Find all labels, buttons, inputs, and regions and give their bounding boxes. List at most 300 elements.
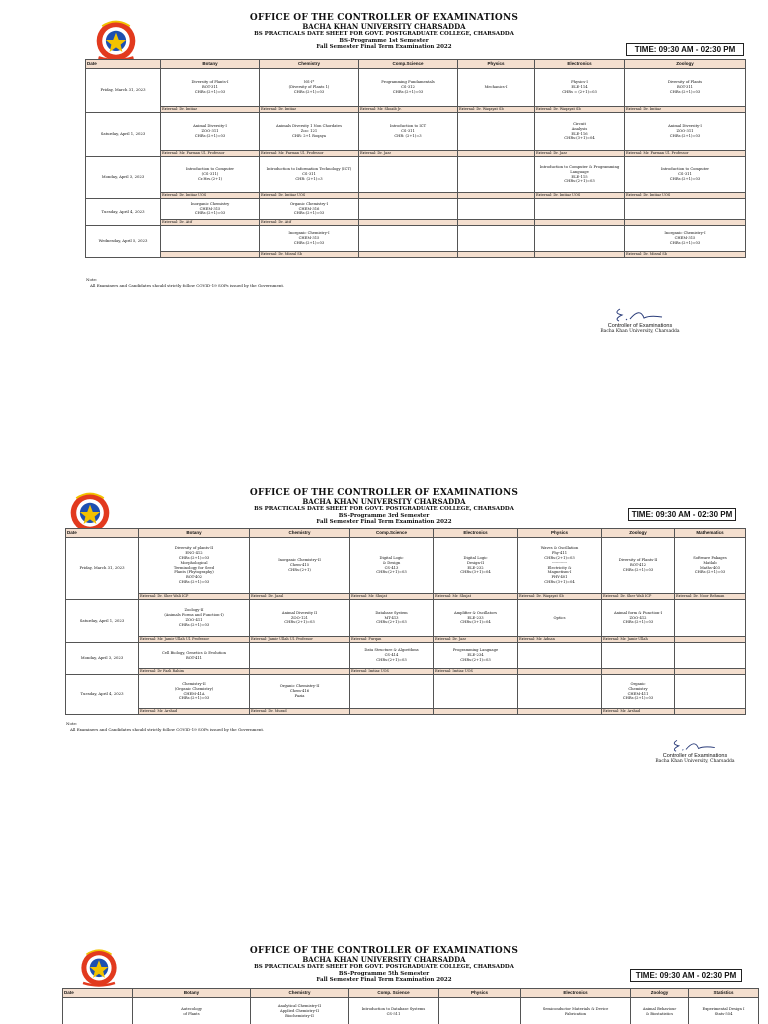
- course-line: NS-I*: [303, 80, 315, 85]
- course-cell: [260, 226, 359, 252]
- course-line: Digital Logic: [379, 555, 404, 560]
- date-cell: Saturday, April 1, 2023: [66, 600, 139, 643]
- course-cell: [139, 643, 250, 669]
- time-box: TIME: 09:30 AM - 02:30 PM: [626, 43, 744, 56]
- course-cell: [359, 69, 458, 107]
- column-header: Statistics: [689, 989, 759, 998]
- course-line: CHRs:(2+1)=03: [284, 620, 315, 625]
- table-row: [66, 538, 746, 594]
- table-row: [86, 113, 746, 151]
- course-cell: [251, 998, 349, 1024]
- course-cell: [625, 113, 746, 151]
- course-line: CHRs:(2+1)=03: [376, 570, 407, 575]
- examiner-cell: External: Dr. Murad: [250, 709, 350, 715]
- course-cell: [133, 998, 251, 1024]
- course-cell: [535, 226, 625, 252]
- course-cell: [675, 643, 746, 669]
- office-title: OFFICE OF THE CONTROLLER OF EXAMINATIONS: [249, 946, 519, 956]
- course-line: Inorganic Chemistry-II: [278, 558, 321, 563]
- course-line: BOT-402: [185, 575, 203, 580]
- course-line: Cell Biology, Genetics & Evolution: [161, 650, 227, 655]
- course-cell: [260, 69, 359, 107]
- datesheet-table-1: [85, 59, 746, 258]
- course-cell: [439, 998, 521, 1024]
- datesheet-table-2: [65, 528, 746, 715]
- date-cell: Tuesday, April 4, 2023: [66, 675, 139, 715]
- examiner-cell: External: Dr. Imtiaz: [161, 107, 260, 113]
- course-line: ELE-233: [467, 615, 484, 620]
- course-line: Amplifier & Oscillators: [454, 610, 497, 615]
- course-line: Language: [570, 169, 589, 174]
- course-cell: [359, 199, 458, 220]
- course-line: CHRs:(2+1)=03: [460, 657, 491, 662]
- course-cell: [139, 538, 250, 594]
- column-header: Botany: [161, 60, 260, 69]
- course-cell: [359, 226, 458, 252]
- controller-signature: Controller of Examinations Bacha Khan University, Charsadda: [650, 735, 740, 764]
- course-line: Organic Chemistry-I: [289, 201, 329, 206]
- course-line: of Plants: [183, 1011, 200, 1016]
- course-line: BOT-411: [185, 655, 203, 660]
- examiner-cell: External: Dr. Waqayat Sb: [535, 107, 625, 113]
- course-line: Maths-403: [699, 565, 720, 570]
- course-line: Animal Diversity-I: [668, 124, 702, 129]
- course-cell: [434, 643, 518, 669]
- course-line: CS-414: [384, 653, 399, 658]
- course-line: BOT-412: [629, 563, 647, 568]
- course-cell: [631, 998, 689, 1024]
- course-line: CS-311: [302, 172, 316, 177]
- column-header: Electronics: [434, 529, 518, 538]
- column-header: Physics: [518, 529, 602, 538]
- table-row: [86, 69, 746, 107]
- examiner-cell: External: Mr. Arshad: [602, 709, 675, 715]
- date-cell: Monday, April 3, 2023: [66, 643, 139, 675]
- course-line: Chem-415: [289, 563, 310, 568]
- examiner-cell: External: Imtiaz UOS: [350, 669, 434, 675]
- time-box: TIME: 09:30 AM - 02:30 PM: [628, 508, 736, 521]
- course-line: Data Structure & Algorithms: [364, 648, 419, 653]
- course-line: CHEM-315: [674, 236, 696, 241]
- course-cell: [434, 538, 518, 594]
- table-row: [66, 643, 746, 669]
- examiner-cell: External: Mr. Farman Ul. Professor: [161, 151, 260, 157]
- course-cell: [625, 69, 746, 107]
- column-header: Mathematics: [675, 529, 746, 538]
- course-line: & Biostatistics: [645, 1011, 674, 1016]
- course-line: Circuit: [573, 121, 586, 126]
- examiner-cell: External: Dr. Waqayat Sb: [458, 107, 535, 113]
- course-line: Electricity &: [547, 565, 572, 570]
- course-line: Zoology-II: [184, 608, 204, 613]
- column-header: Physics: [439, 989, 521, 998]
- course-line: (Animals Forms and Function-I): [164, 613, 224, 618]
- course-cell: [602, 675, 675, 709]
- course-line: CHRs:(3+1)=04: [460, 570, 491, 575]
- course-line: CHRs:(2+1)=03: [669, 240, 701, 245]
- examiner-cell: External: Dr. Sher Wali ICP: [139, 594, 250, 600]
- signature-scrawl: [610, 303, 670, 323]
- examiner-cell: External: Dr. Imtiaz UOS: [161, 193, 260, 199]
- course-line: Diversity of plants-II: [174, 546, 214, 551]
- column-header: Zoology: [602, 529, 675, 538]
- examiner-cell: External: Dr. Jazal: [250, 594, 350, 600]
- column-header: Date: [86, 60, 161, 69]
- examiner-cell: External: Dr. Jazz: [535, 151, 625, 157]
- course-line: Software Pakages: [693, 555, 727, 560]
- course-line: CHRs:(2+1)=03: [544, 555, 575, 560]
- course-line: Waves & Oscillation: [540, 546, 579, 551]
- course-cell: [139, 675, 250, 709]
- course-cell: [350, 643, 434, 669]
- course-line: CHRs:(2+1)=03: [178, 696, 210, 701]
- course-cell: [260, 199, 359, 220]
- course-line: CS-511: [386, 1011, 401, 1016]
- exam-title: Fall Semester Final Term Examination 2022: [316, 44, 452, 51]
- course-line: CHRs:(2+1)=03: [178, 622, 210, 627]
- column-header: Electronics: [535, 60, 625, 69]
- course-cell: [458, 113, 535, 151]
- course-line: BOT-311: [676, 85, 694, 90]
- course-line: CS-311: [401, 129, 415, 134]
- course-line: (Diversity of Plants 1): [288, 85, 330, 90]
- course-line: ENG-412: [185, 551, 203, 556]
- course-line: Inorganic Chemistry: [190, 201, 230, 206]
- course-line: Chemistry: [628, 686, 648, 691]
- course-cell: [675, 600, 746, 637]
- controller-signature: Controller of Examinations Bacha Khan University, Charsadda: [590, 303, 690, 334]
- course-line: Chem-416: [289, 689, 310, 694]
- course-cell: [518, 600, 602, 637]
- examiner-cell: External: Mr. Arshad: [139, 709, 250, 715]
- course-line: CHRs:(2+1)=03: [564, 179, 595, 184]
- course-line: Analytical Chemistry-II: [277, 1004, 322, 1009]
- course-line: CHRs:(2+1)=03: [622, 620, 654, 625]
- course-cell: [458, 69, 535, 107]
- course-cell: [521, 998, 631, 1024]
- course-line: CHRs:(2+1)=03: [194, 89, 226, 94]
- course-line: CHRs:(2+1)=03: [669, 89, 701, 94]
- column-header: Electronics: [521, 989, 631, 998]
- course-line: Animal form & Function-I: [613, 610, 663, 615]
- examiner-cell: External: Dr. Imtiaz: [260, 107, 359, 113]
- course-line: Introduction to Computer: [185, 167, 235, 172]
- course-cell: [689, 998, 759, 1024]
- course-line: Diversity of Plants-II: [618, 558, 658, 563]
- course-line: CHRs:(2+1)=03: [194, 211, 226, 216]
- course-cell: [260, 113, 359, 151]
- course-cell: [139, 600, 250, 637]
- table-row: [86, 157, 746, 193]
- course-line: Morphological: [180, 560, 208, 565]
- course-line: CHRs:(2+1)=03: [669, 133, 701, 138]
- course-line: CHRs:(2+1)=03: [194, 133, 226, 138]
- course-line: Magnetism-I: [547, 570, 572, 575]
- course-cell: [518, 643, 602, 669]
- course-line: CHRs:(2+1)=03: [622, 696, 654, 701]
- course-line: Diversity of Plants: [667, 80, 703, 85]
- date-cell: Friday, March 31, 2023: [86, 69, 161, 113]
- time-box: TIME: 09:30 AM - 02:30 PM: [630, 969, 742, 982]
- examiner-cell: External: Dr. Jazz: [434, 637, 518, 643]
- course-line: Zoo: 121: [300, 129, 318, 134]
- course-line: CHRs:(2+1)=03: [669, 176, 701, 181]
- course-line: Fazia: [294, 693, 305, 698]
- course-line: CHRs:(2+1): [288, 567, 311, 572]
- course-cell: [250, 538, 350, 594]
- course-line: Introduction to Database Systems: [361, 1006, 426, 1011]
- column-header: Botany: [139, 529, 250, 538]
- course-cell: [625, 199, 746, 220]
- course-line: CHEM-315: [199, 206, 221, 211]
- course-cell: [161, 226, 260, 252]
- examiner-cell: [458, 252, 535, 258]
- course-cell: [602, 538, 675, 594]
- course-line: CHEM-315: [298, 236, 320, 241]
- university-name: BACHA KHAN UNIVERSITY CHARSADDA: [302, 22, 466, 32]
- examiner-cell: External: Dr. Atif: [161, 220, 260, 226]
- course-line: Semiconductor Materials & Device: [542, 1006, 609, 1011]
- examiner-row: [66, 709, 746, 715]
- column-header: Comp.Science: [350, 529, 434, 538]
- course-line: ELE-114: [571, 85, 588, 90]
- examiner-cell: External: Mr. Adnan: [518, 637, 602, 643]
- course-cell: [161, 199, 260, 220]
- examiner-cell: [359, 252, 458, 258]
- course-cell: [349, 998, 439, 1024]
- course-cell: [250, 600, 350, 637]
- programme: BS-Programme 1st Semester: [339, 37, 429, 44]
- examiner-cell: [350, 709, 434, 715]
- course-line: Database System: [375, 610, 408, 615]
- course-line: ZOO-411: [185, 618, 203, 622]
- course-cell: [535, 113, 625, 151]
- column-header: Chemistry: [250, 529, 350, 538]
- course-line: Experimental Design I: [702, 1006, 745, 1011]
- course-line: Introduction to Computer & Programming: [539, 164, 620, 169]
- examiner-cell: [675, 709, 746, 715]
- datesheet-table-3: [62, 988, 759, 1024]
- course-line: CHEM-41A: [183, 691, 205, 696]
- course-line: ELE-234: [467, 653, 484, 658]
- course-line: Animal Diversity II: [281, 610, 318, 615]
- course-line: CS-311: [678, 172, 692, 177]
- course-line: CHRs:(2+1)=03: [376, 657, 407, 662]
- course-line: Phy-411: [551, 551, 568, 556]
- examiner-cell: External: Jamir Ullah Ul. Professor: [250, 637, 350, 643]
- course-line: ELE-116: [571, 131, 588, 136]
- course-line: Matlab: [703, 560, 717, 565]
- course-line: CHRs:(2+1)=03: [376, 620, 407, 625]
- course-line: Design-II: [466, 560, 485, 565]
- course-line: Cr.Hrs.(2+1): [197, 176, 223, 181]
- sheet-title: BS PRACTICALS DATE SHEET FOR GOVT. POSTGRADUATE COLLEGE, CHARSADDA: [254, 964, 514, 971]
- course-cell: [434, 675, 518, 709]
- examiner-cell: External: Mr. Farman Ul. Professor: [625, 151, 746, 157]
- course-cell: [458, 199, 535, 220]
- course-line: CHR: (2+1)=3: [295, 176, 323, 181]
- course-line: BOT-311: [201, 85, 219, 90]
- course-cell: [359, 157, 458, 193]
- course-cell: [434, 600, 518, 637]
- examiner-cell: External: Dr. Jazz: [359, 151, 458, 157]
- course-line: (CS-311): [201, 172, 219, 177]
- examiner-cell: [518, 709, 602, 715]
- examiner-cell: External: Dr. Sher Wali ICP: [602, 594, 675, 600]
- column-header: Chemistry: [251, 989, 349, 998]
- course-line: Terminology for Seed: [173, 565, 215, 570]
- course-line: Applied Chemistry-II: [280, 1009, 319, 1014]
- course-line: Autecology: [181, 1006, 202, 1011]
- course-line: CHRs:(3+1)=04: [564, 136, 595, 141]
- course-cell: [350, 675, 434, 709]
- course-line: Biochemistry-II: [285, 1013, 314, 1018]
- course-cell: [350, 600, 434, 637]
- table-row: [66, 600, 746, 637]
- exam-title: Fall Semester Final Term Examination 2022: [316, 977, 452, 984]
- course-line: CHRs:(2+1)=03: [178, 555, 210, 560]
- examiner-cell: External: Dr. Imtiaz UOS: [625, 193, 746, 199]
- course-cell: [675, 675, 746, 709]
- course-line: Animals Diversity 1 Non Chordates: [276, 124, 342, 129]
- examiner-cell: External: Mr. Farman Ul. Professor: [260, 151, 359, 157]
- course-cell: [250, 643, 350, 669]
- course-line: Organic: [630, 681, 646, 686]
- course-cell: [518, 675, 602, 709]
- examiner-cell: External: Imtiaz UOS: [434, 669, 518, 675]
- course-cell: [535, 157, 625, 193]
- university-name: BACHA KHAN UNIVERSITY CHARSADDA: [302, 497, 466, 507]
- examiner-row: [86, 252, 746, 258]
- course-line: CHRs:(2+1)=03: [178, 579, 210, 584]
- course-line: CHRs:(2+1)=03: [622, 567, 654, 572]
- examiner-cell: External: Dr. Mirzal Sb: [625, 252, 746, 258]
- examiner-cell: [161, 252, 260, 258]
- course-line: Introduction to ICT: [389, 124, 427, 129]
- exam-title: Fall Semester Final Term Examination 2022: [316, 519, 452, 526]
- examiner-cell: [535, 252, 625, 258]
- signature-scrawl: [667, 735, 723, 753]
- course-cell: [458, 157, 535, 193]
- course-line: Analysis: [571, 126, 588, 131]
- column-header: Physics: [458, 60, 535, 69]
- course-line: Stats-554: [714, 1011, 733, 1016]
- column-header: Zoology: [631, 989, 689, 998]
- date-cell: Monday, April 3, 2023: [86, 157, 161, 199]
- course-cell: [260, 157, 359, 193]
- note: Note: All Examiners and Candidates should strictly follow COVID-19 SOPs issued by the Government.: [66, 721, 265, 732]
- date-cell: Saturday, April 1, 2023: [86, 113, 161, 157]
- course-cell: [161, 113, 260, 151]
- course-line: Plants (Phytography): [174, 570, 214, 575]
- column-header: Date: [63, 989, 133, 998]
- office-title: OFFICE OF THE CONTROLLER OF EXAMINATIONS: [249, 488, 519, 498]
- examiner-cell: External: Mr. Shujat: [434, 594, 518, 600]
- course-line: ZOO-412: [629, 615, 647, 620]
- examiner-cell: External: Dr. Waqayat Sb: [518, 594, 602, 600]
- sheet-title: BS PRACTICALS DATE SHEET FOR GOVT. POSTGRADUATE COLLEGE, CHARSADDA: [254, 506, 514, 513]
- course-line: Introduction to Information Technology (ICT): [266, 167, 352, 172]
- examiner-cell: External: Dr. Imtiaz: [625, 107, 746, 113]
- table-row: [86, 226, 746, 252]
- programme: BS-Programme 5th Semester: [338, 970, 430, 977]
- examiner-cell: External: Dr. Atif: [260, 220, 359, 226]
- office-title: OFFICE OF THE CONTROLLER OF EXAMINATIONS: [249, 13, 519, 23]
- course-cell: [675, 538, 746, 594]
- course-cell: [535, 199, 625, 220]
- examiner-cell: External: Dr Fazli Rahim: [139, 669, 250, 675]
- course-line: Programming Fundamentals: [381, 80, 435, 85]
- date-cell: Friday, March 31, 2023: [66, 538, 139, 600]
- course-line: CHEM-316: [298, 206, 320, 211]
- course-line: Diversity of Plants-I: [191, 80, 229, 85]
- course-line: Inorganic Chemistry-I: [664, 231, 706, 236]
- course-cell: [602, 643, 675, 669]
- examiner-cell: External: Mr. Jamir Ullah Ul. Professor: [139, 637, 250, 643]
- examiner-cell: External: Dr. Noor Rehman: [675, 594, 746, 600]
- course-line: Optics: [553, 615, 566, 620]
- table-header-row: [86, 60, 746, 69]
- course-line: Physics-I: [571, 80, 588, 85]
- course-line: Digital Logic: [463, 555, 488, 560]
- course-line: CHR: 2+1 Roqaya: [291, 133, 327, 138]
- course-cell: [250, 675, 350, 709]
- course-line: Inorganic Chemistry-I: [288, 231, 330, 236]
- course-line: CHRs:(3+1)=04: [460, 620, 491, 625]
- course-line: Chemistry-II: [182, 681, 206, 686]
- course-cell: [625, 157, 746, 193]
- course-line: ZOO-311: [201, 129, 219, 134]
- course-line: Animal Diversity-I: [193, 124, 227, 129]
- examiner-cell: [434, 709, 518, 715]
- course-line: PHY-401: [551, 575, 568, 580]
- course-line: ELE-115: [571, 174, 588, 179]
- table-row: [63, 998, 759, 1024]
- course-cell: [535, 69, 625, 107]
- sheet-title: BS PRACTICALS DATE SHEET FOR GOVT. POSTGRADUATE COLLEGE, CHARSADDA: [254, 31, 514, 38]
- course-line: ZOO-311: [676, 129, 694, 134]
- date-cell: [63, 998, 133, 1024]
- course-line: CHRs:(2+1)=03: [293, 211, 325, 216]
- examiner-cell: External: Dr. Imtiaz UOS: [260, 193, 359, 199]
- column-header: Zoology: [625, 60, 746, 69]
- course-cell: [458, 226, 535, 252]
- course-line: CS-312: [401, 85, 415, 90]
- course-line: Fabrication: [564, 1011, 587, 1016]
- examiner-cell: External: Mr. Shujat: [350, 594, 434, 600]
- course-cell: [161, 157, 260, 193]
- column-header: Botany: [133, 989, 251, 998]
- course-line: CHRs:(3+1)=04: [544, 579, 575, 584]
- table-row: [66, 675, 746, 709]
- course-cell: [359, 113, 458, 151]
- examiner-cell: External: Dr. Mirzal Sb: [260, 252, 359, 258]
- course-line: CHRs:(2+1)=03: [392, 89, 424, 94]
- course-cell: [602, 600, 675, 637]
- examiner-cell: External: Dr. Imtiaz UOS: [535, 193, 625, 199]
- examiner-cell: External: Furqan: [350, 637, 434, 643]
- note: Note: All Examiners and Candidates should strictly follow COVID-19 SOPs issued by the Government.: [86, 277, 285, 288]
- course-line: Introduction to Computer: [660, 167, 710, 172]
- course-cell: [350, 538, 434, 594]
- examiner-cell: External: Mr. Jamir Ullah: [602, 637, 675, 643]
- course-line: CHR: (2+1)=3: [394, 133, 422, 138]
- course-line: Animal Behaviour: [642, 1006, 677, 1011]
- course-cell: [161, 69, 260, 107]
- course-line: Mechanics-I: [484, 85, 508, 90]
- course-line: CHRs:(2+1)=03: [293, 89, 325, 94]
- course-line: Organic Chemistry-II: [279, 684, 320, 689]
